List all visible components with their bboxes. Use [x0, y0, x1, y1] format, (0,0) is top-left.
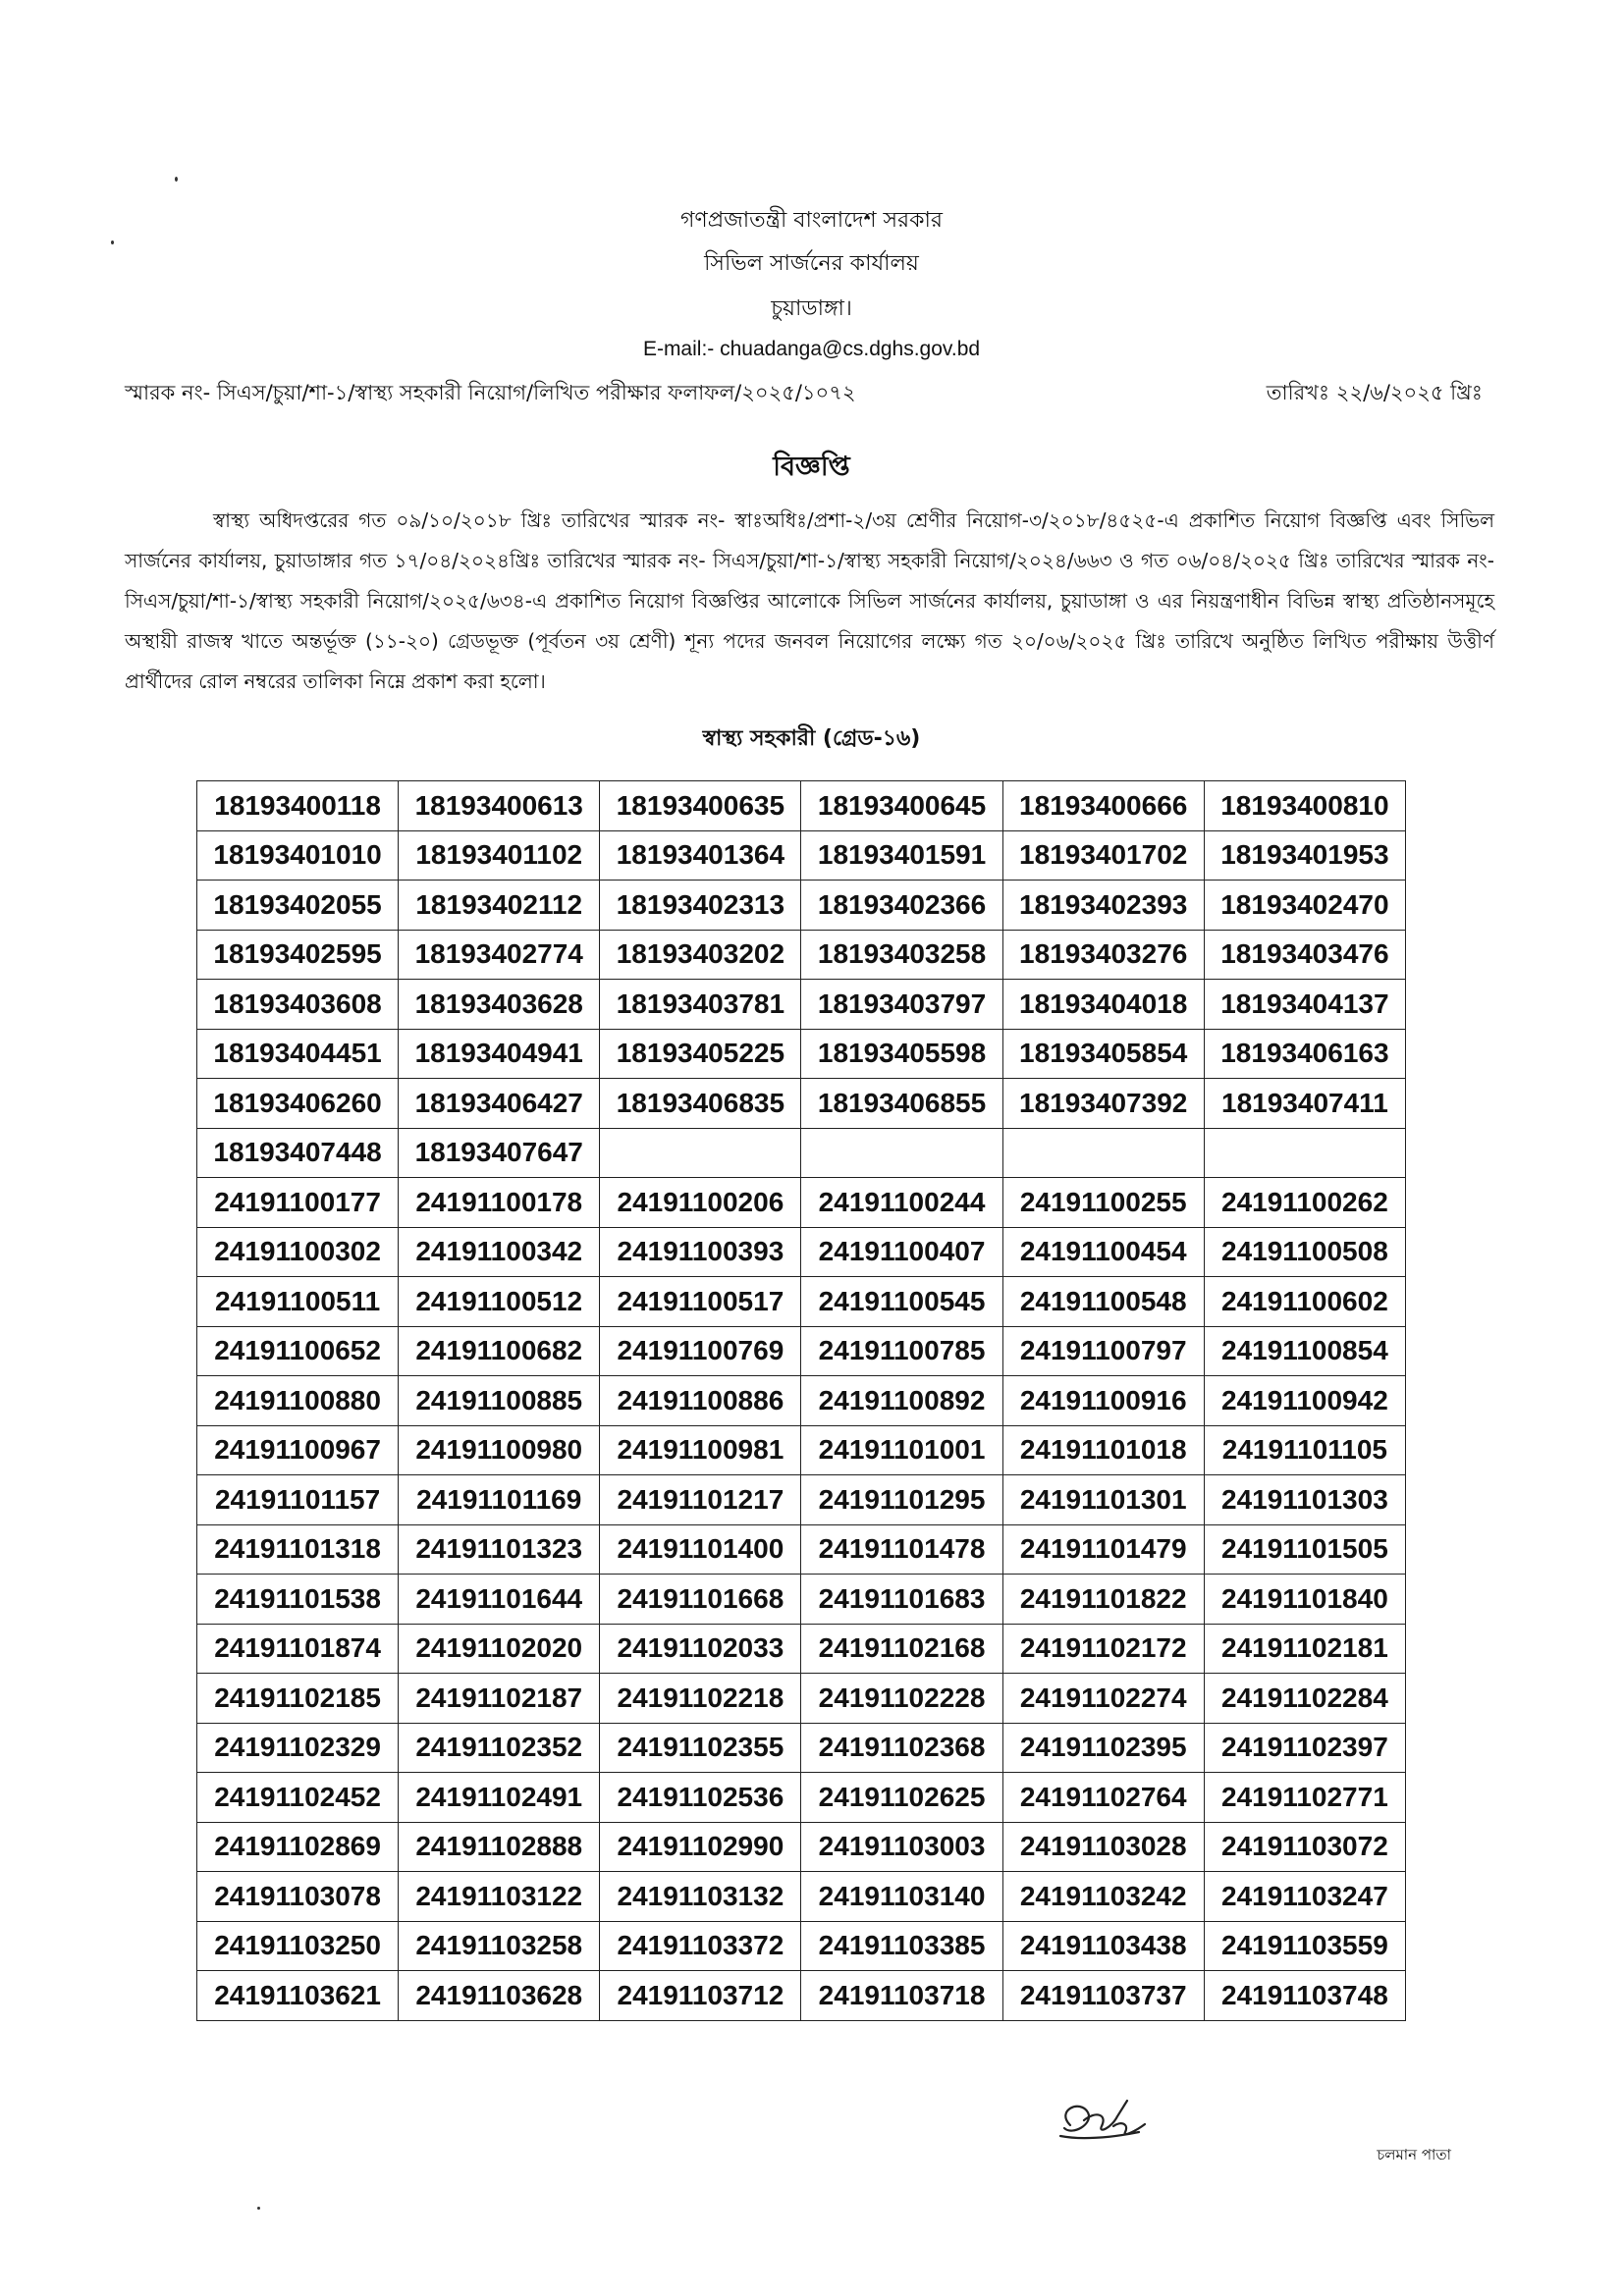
roll-number-cell: 18193401010	[197, 830, 399, 881]
roll-number-cell: 18193402470	[1204, 881, 1405, 931]
table-row	[197, 980, 1406, 1030]
roll-number-cell: 24191100916	[1002, 1376, 1204, 1426]
roll-number-cell: 24191100885	[399, 1376, 600, 1426]
roll-number-cell: 24191103559	[1204, 1921, 1405, 1971]
roll-number-cell: 18193404451	[197, 1029, 399, 1079]
roll-number-cell: 24191100602	[1204, 1277, 1405, 1327]
roll-number-cell: 24191100508	[1204, 1227, 1405, 1277]
office-email: E-mail:- chuadanga@cs.dghs.gov.bd	[642, 338, 981, 360]
roll-number-cell: 24191100967	[197, 1425, 399, 1475]
table-row	[197, 1624, 1406, 1674]
roll-number-cell: 24191102033	[600, 1624, 801, 1674]
roll-number-cell: 24191100407	[801, 1227, 1002, 1277]
roll-number-cell: 24191102869	[197, 1822, 399, 1872]
table-row	[197, 1723, 1406, 1773]
roll-number-cell: 18193400118	[197, 781, 399, 831]
roll-number-cell: 24191100178	[399, 1178, 600, 1228]
memo-reference: স্মারক নং- সিএস/চুয়া/শা-১/স্বাস্থ্য সহকারী নিয়োগ/লিখিত পরীক্ষার ফলাফল/২০২৫/১০৭২	[125, 381, 856, 404]
roll-number-cell: 24191102284	[1204, 1674, 1405, 1724]
table-row	[197, 830, 1406, 881]
roll-number-cell: 24191102168	[801, 1624, 1002, 1674]
roll-number-cell: 24191103132	[600, 1872, 801, 1922]
roll-number-cell: 18193402595	[197, 930, 399, 980]
roll-number-cell: 24191100393	[600, 1227, 801, 1277]
roll-number-cell: 24191101505	[1204, 1524, 1405, 1575]
table-row	[197, 1029, 1406, 1079]
roll-number-cell: 18193401953	[1204, 830, 1405, 881]
roll-number-cell: 24191101822	[1002, 1575, 1204, 1625]
roll-number-cell: 24191101303	[1204, 1475, 1405, 1525]
roll-number-cell: 24191103718	[801, 1971, 1002, 2021]
roll-number-cell	[600, 1128, 801, 1178]
roll-number-cell: 24191103385	[801, 1921, 1002, 1971]
roll-number-cell: 24191100652	[197, 1326, 399, 1376]
signature	[1051, 2081, 1159, 2150]
roll-number-cell: 24191100454	[1002, 1227, 1204, 1277]
roll-number-cell: 24191101479	[1002, 1524, 1204, 1575]
roll-number-cell: 24191103078	[197, 1872, 399, 1922]
roll-number-cell: 18193401591	[801, 830, 1002, 881]
roll-number-cell: 24191100942	[1204, 1376, 1405, 1426]
table-row	[197, 930, 1406, 980]
roll-number-cell: 24191101301	[1002, 1475, 1204, 1525]
roll-number-cell: 24191103122	[399, 1872, 600, 1922]
roll-number-cell: 24191102397	[1204, 1723, 1405, 1773]
roll-number-cell: 18193400645	[801, 781, 1002, 831]
scan-speck	[257, 2207, 260, 2210]
table-row	[197, 1128, 1406, 1178]
roll-number-cell: 24191102990	[600, 1822, 801, 1872]
roll-number-cell: 24191102352	[399, 1723, 600, 1773]
roll-number-cell: 18193406835	[600, 1079, 801, 1129]
roll-number-cell: 18193405854	[1002, 1029, 1204, 1079]
roll-number-cell: 24191100854	[1204, 1326, 1405, 1376]
roll-number-cell: 18193405598	[801, 1029, 1002, 1079]
roll-number-cell: 18193402366	[801, 881, 1002, 931]
roll-number-cell: 18193405225	[600, 1029, 801, 1079]
roll-number-cell: 18193402112	[399, 881, 600, 931]
table-row	[197, 1227, 1406, 1277]
roll-number-cell: 18193400613	[399, 781, 600, 831]
roll-number-cell: 24191101323	[399, 1524, 600, 1575]
roll-number-cell: 24191102218	[600, 1674, 801, 1724]
roll-number-cell: 24191103372	[600, 1921, 801, 1971]
roll-number-cell: 24191103712	[600, 1971, 801, 2021]
roll-number-cell: 18193403258	[801, 930, 1002, 980]
roll-number-cell: 18193403781	[600, 980, 801, 1030]
roll-number-cell: 24191101105	[1204, 1425, 1405, 1475]
table-row	[197, 1971, 1406, 2021]
roll-number-cell: 24191100880	[197, 1376, 399, 1426]
roll-number-cell	[801, 1128, 1002, 1178]
roll-number-cell: 24191103737	[1002, 1971, 1204, 2021]
roll-number-cell: 24191100892	[801, 1376, 1002, 1426]
roll-number-cell: 24191103748	[1204, 1971, 1405, 2021]
roll-number-cell: 18193407392	[1002, 1079, 1204, 1129]
roll-number-cell: 18193403797	[801, 980, 1002, 1030]
roll-number-cell: 24191101400	[600, 1524, 801, 1575]
roll-number-cell: 18193400810	[1204, 781, 1405, 831]
roll-number-cell: 24191103247	[1204, 1872, 1405, 1922]
roll-number-cell: 24191102329	[197, 1723, 399, 1773]
roll-number-cell: 24191100262	[1204, 1178, 1405, 1228]
roll-number-cell: 24191100206	[600, 1178, 801, 1228]
roll-number-cell: 24191102187	[399, 1674, 600, 1724]
roll-number-cell: 18193403202	[600, 930, 801, 980]
roll-number-cell: 24191103072	[1204, 1822, 1405, 1872]
roll-number-cell: 18193403476	[1204, 930, 1405, 980]
roll-number-cell: 18193406855	[801, 1079, 1002, 1129]
roll-number-cell: 18193402393	[1002, 881, 1204, 931]
roll-number-cell: 18193401102	[399, 830, 600, 881]
table-row	[197, 1524, 1406, 1575]
roll-number-cell: 24191100545	[801, 1277, 1002, 1327]
roll-number-cell: 24191100511	[197, 1277, 399, 1327]
roll-number-cell: 24191102181	[1204, 1624, 1405, 1674]
notice-body: স্বাস্থ্য অধিদপ্তরের গত ০৯/১০/২০১৮ খ্রিঃ তারিখের স্মারক নং- স্বাঃঅধিঃ/প্রশা-২/৩য় শ্রেণীর নিয়োগ-৩/২০১৮/৪৫২৫-এ প্রকাশিত নিয়োগ বিজ্ঞপ্তি এবং সিভিল সার্জনের কার্যালয়, চুয়াডাঙ্গার গত ১৭/০৪/২০২৪খ্রিঃ তারিখের স্মারক নং- সিএস/চুয়া/শা-১/স্বাস্থ্য সহকারী নিয়োগ/২০২৪/৬৬৩ ও গত ০৬/০৪/২০২৫ খ্রিঃ তারিখের স্মারক নং- সিএস/চুয়া/শা-১/স্বাস্থ্য সহকারী নিয়োগ/২০২৫/৬৩৪-এ প্রকাশিত নিয়োগ বিজ্ঞপ্তির আলোকে সিভিল সার্জনের কার্যালয়, চুয়াডাঙ্গা ও এর নিয়ন্ত্রণাধীন বিভিন্ন স্বাস্থ্য প্রতিষ্ঠানসমূহে অস্থায়ী রাজস্ব খাতে অন্তর্ভূক্ত (১১-২০) গ্রেডভূক্ত (পূর্বতন ৩য় শ্রেণী) শূন্য পদের জনবল নিয়োগের লক্ষ্যে গত ২০/০৬/২০২৫ খ্রিঃ তারিখে অনুষ্ঠিত লিখিত পরীক্ষায় উত্তীর্ণ প্রার্থীদের রোল নম্বরের তালিকা নিম্নে প্রকাশ করা হলো।	[125, 508, 1494, 693]
district-name: চুয়াডাঙ্গা।	[771, 296, 852, 321]
roll-number-cell: 18193404018	[1002, 980, 1204, 1030]
roll-number-cell: 24191102491	[399, 1773, 600, 1823]
roll-number-cell: 18193404137	[1204, 980, 1405, 1030]
roll-number-cell: 24191102020	[399, 1624, 600, 1674]
roll-number-cell: 24191103140	[801, 1872, 1002, 1922]
roll-number-cell: 18193407411	[1204, 1079, 1405, 1129]
notice-title: বিজ্ঞপ্তি	[773, 452, 850, 482]
roll-number-cell: 24191102771	[1204, 1773, 1405, 1823]
table-row	[197, 1575, 1406, 1625]
roll-number-cell: 24191102395	[1002, 1723, 1204, 1773]
roll-number-cell: 18193403276	[1002, 930, 1204, 980]
table-row	[197, 1277, 1406, 1327]
roll-number-cell: 18193401364	[600, 830, 801, 881]
roll-number-cell: 24191100244	[801, 1178, 1002, 1228]
roll-number-cell: 24191103438	[1002, 1921, 1204, 1971]
roll-number-cell: 24191101318	[197, 1524, 399, 1575]
memo-date: তারিখঃ ২২/৬/২০২৫ খ্রিঃ	[1266, 381, 1483, 404]
table-row	[197, 781, 1406, 831]
roll-number-cell: 24191102355	[600, 1723, 801, 1773]
roll-number-cell: 24191100769	[600, 1326, 801, 1376]
roll-number-cell: 18193407647	[399, 1128, 600, 1178]
roll-number-cell: 24191102764	[1002, 1773, 1204, 1823]
roll-number-cell: 18193406260	[197, 1079, 399, 1129]
roll-number-cell: 24191101683	[801, 1575, 1002, 1625]
roll-number-cell: 24191102888	[399, 1822, 600, 1872]
roll-number-cell: 24191100785	[801, 1326, 1002, 1376]
roll-number-cell: 24191100255	[1002, 1178, 1204, 1228]
roll-number-cell: 18193406427	[399, 1079, 600, 1129]
roll-number-cell	[1002, 1128, 1204, 1178]
table-row	[197, 1475, 1406, 1525]
roll-number-cell: 24191100342	[399, 1227, 600, 1277]
roll-number-cell: 24191101668	[600, 1575, 801, 1625]
table-row	[197, 881, 1406, 931]
roll-number-cell: 18193401702	[1002, 830, 1204, 881]
roll-number-cell: 24191101840	[1204, 1575, 1405, 1625]
roll-number-cell: 24191101874	[197, 1624, 399, 1674]
roll-number-cell: 18193403628	[399, 980, 600, 1030]
roll-number-cell: 24191100797	[1002, 1326, 1204, 1376]
roll-number-cell: 24191101217	[600, 1475, 801, 1525]
roll-number-table	[196, 780, 1406, 2021]
roll-number-cell: 24191101018	[1002, 1425, 1204, 1475]
roll-number-cell: 24191100302	[197, 1227, 399, 1277]
roll-number-cell: 24191103250	[197, 1921, 399, 1971]
roll-number-cell: 24191103003	[801, 1822, 1002, 1872]
roll-number-cell: 18193407448	[197, 1128, 399, 1178]
roll-number-cell: 24191100548	[1002, 1277, 1204, 1327]
table-row	[197, 1773, 1406, 1823]
roll-number-cell: 18193406163	[1204, 1029, 1405, 1079]
roll-number-cell: 24191100886	[600, 1376, 801, 1426]
roll-number-cell: 18193404941	[399, 1029, 600, 1079]
roll-number-cell: 24191103028	[1002, 1822, 1204, 1872]
roll-number-cell: 24191101538	[197, 1575, 399, 1625]
roll-number-cell: 18193403608	[197, 980, 399, 1030]
table-row	[197, 1079, 1406, 1129]
table-row	[197, 1674, 1406, 1724]
roll-number-cell: 24191102625	[801, 1773, 1002, 1823]
table-row	[197, 1178, 1406, 1228]
roll-number-cell: 18193402313	[600, 881, 801, 931]
table-title: স্বাস্থ্য সহকারী (গ্রেড-১৬)	[702, 726, 921, 751]
roll-number-cell: 24191103628	[399, 1971, 600, 2021]
table-row	[197, 1921, 1406, 1971]
roll-number-cell: 24191101157	[197, 1475, 399, 1525]
roll-number-cell: 24191100512	[399, 1277, 600, 1327]
government-name: গণপ্রজাতন্ত্রী বাংলাদেশ সরকার	[679, 208, 944, 233]
roll-number-cell: 24191100177	[197, 1178, 399, 1228]
roll-number-cell: 24191103621	[197, 1971, 399, 2021]
roll-number-cell: 24191102536	[600, 1773, 801, 1823]
roll-number-cell: 24191101295	[801, 1475, 1002, 1525]
roll-number-cell: 18193400635	[600, 781, 801, 831]
roll-number-cell: 24191101169	[399, 1475, 600, 1525]
roll-number-cell: 24191101478	[801, 1524, 1002, 1575]
roll-number-cell: 24191102228	[801, 1674, 1002, 1724]
office-name: সিভিল সার্জনের কার্যালয়	[704, 251, 919, 276]
roll-number-cell: 24191102185	[197, 1674, 399, 1724]
scan-speck	[175, 177, 178, 182]
roll-number-cell: 24191102172	[1002, 1624, 1204, 1674]
roll-number-cell: 18193402774	[399, 930, 600, 980]
roll-number-cell: 24191103258	[399, 1921, 600, 1971]
roll-number-cell	[1204, 1128, 1405, 1178]
roll-number-cell: 24191100682	[399, 1326, 600, 1376]
roll-number-cell: 24191101644	[399, 1575, 600, 1625]
table-row	[197, 1872, 1406, 1922]
continued-page-note: চলমান পাতা	[1377, 2146, 1451, 2163]
roll-number-cell: 24191100981	[600, 1425, 801, 1475]
roll-number-cell: 24191100980	[399, 1425, 600, 1475]
table-row	[197, 1822, 1406, 1872]
roll-number-cell: 24191102274	[1002, 1674, 1204, 1724]
table-row	[197, 1326, 1406, 1376]
roll-number-cell: 24191100517	[600, 1277, 801, 1327]
roll-number-cell: 24191101001	[801, 1425, 1002, 1475]
roll-number-cell: 24191102452	[197, 1773, 399, 1823]
roll-number-cell: 24191102368	[801, 1723, 1002, 1773]
table-row	[197, 1376, 1406, 1426]
roll-number-cell: 18193400666	[1002, 781, 1204, 831]
roll-number-cell: 18193402055	[197, 881, 399, 931]
roll-number-cell: 24191103242	[1002, 1872, 1204, 1922]
table-row	[197, 1425, 1406, 1475]
